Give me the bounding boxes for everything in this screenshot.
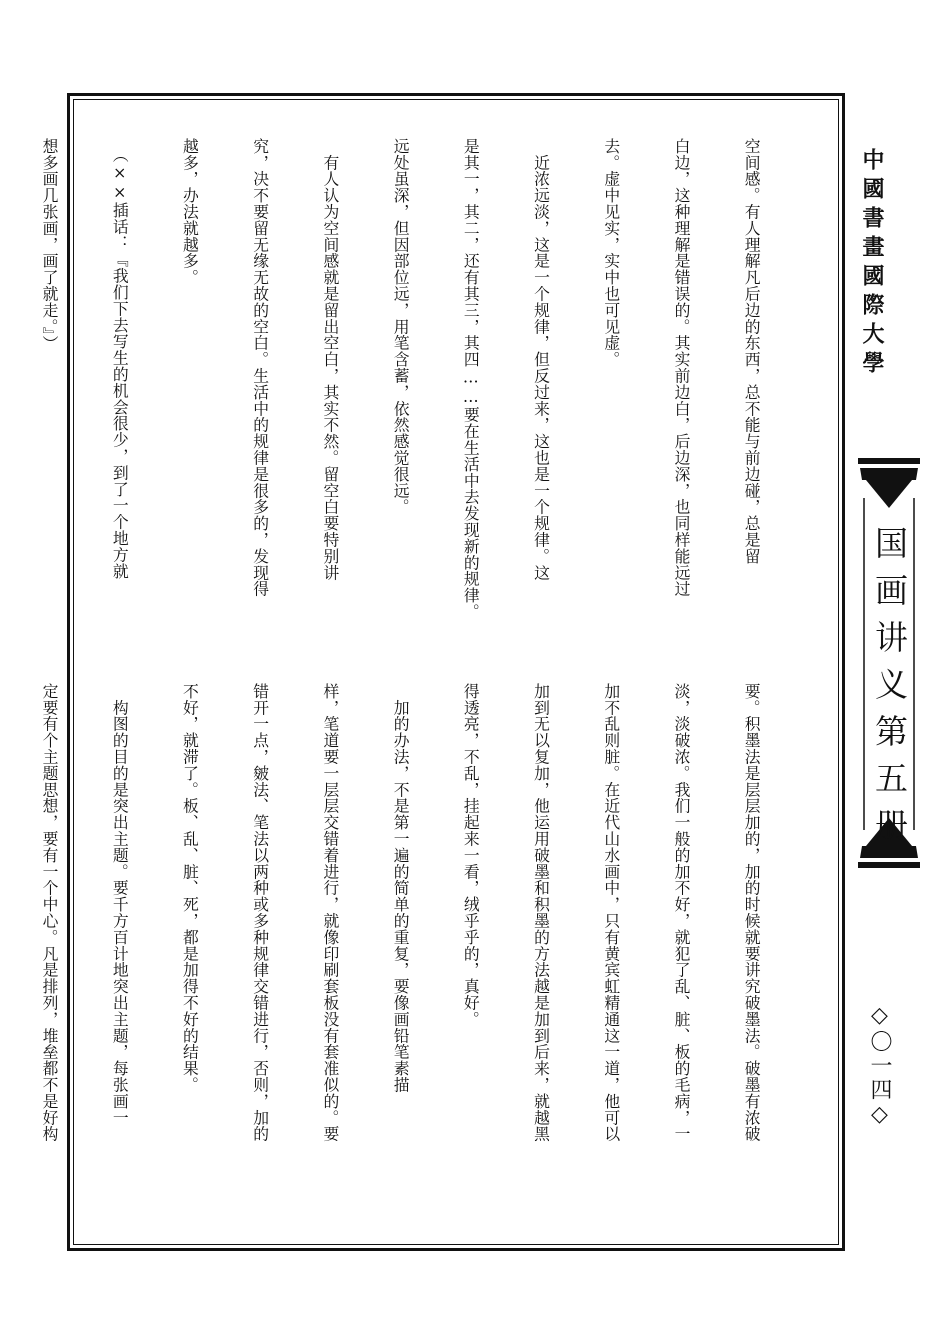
text-column: 想多画几张画，画了就走。』）	[40, 138, 59, 352]
text-column: 究，决不要留无缘无故的空白。生活中的规律是很多的，发现得	[250, 138, 270, 598]
text-column: （××插话：『我们下去写生的机会很少，到了一个地方就	[110, 138, 130, 580]
text-column: 定要有个主题思想，要有一个中心。凡是排列，堆垒都不是好构	[40, 683, 59, 1143]
lower-text-block	[40, 683, 810, 1238]
upper-text-block	[40, 138, 810, 673]
text-column: 要。积墨法是层层加的，加的时候就要讲究破墨法。破墨有浓破	[742, 683, 762, 1143]
text-column: 去。虚中见实，实中也可见虚。	[601, 138, 621, 368]
text-column: 构图的目的是突出主题。要千方百计地突出主题，每张画一	[110, 683, 130, 1126]
book-title-cartouche	[856, 458, 922, 868]
text-column: 不好，就滞了。板、乱、脏、死，都是加得不好的结果。	[180, 683, 200, 1093]
text-column: 白边，这种理解是错误的。其实前边白，后边深，也同样能远过	[671, 138, 691, 598]
text-column: 得透亮，不乱，挂起来一看，绒乎乎的，真好。	[461, 683, 481, 1028]
text-column: 加不乱则脏。在近代山水画中，只有黄宾虹精通这一道，他可以	[601, 683, 621, 1143]
book-title: 国画讲义第五册	[870, 526, 909, 855]
text-column: 加的办法，不是第一遍的简单的重复，要像画铅笔素描	[391, 683, 411, 1093]
text-column: 有人认为空间感就是留出空白，其实不然。留空白要特别讲	[320, 138, 340, 581]
text-column: 近浓远淡，这是一个规律，但反过来，这也是一个规律。这	[531, 138, 551, 581]
text-column: 远处虽深，但因部位远，用笔含蓄，依然感觉很远。	[391, 138, 411, 516]
text-column: 样，笔道要一层层交错着进行，就像印刷套板没有套准似的。要	[320, 683, 340, 1143]
text-column: 空间感。有人理解凡后边的东西，总不能与前边碰，总是留	[742, 138, 762, 565]
publisher-name: 中國書畫國際大學	[859, 148, 884, 380]
page-number: ◇〇一四◇	[867, 1003, 892, 1129]
text-column: 是其一，其二，还有其三，其四……要在生活中去发现新的规律。	[461, 138, 481, 620]
text-column: 加到无以复加，他运用破墨和积墨的方法越是加到后来，就越黑	[531, 683, 551, 1143]
text-column: 淡，淡破浓。我们一般的加不好，就犯了乱、脏、板的毛病，一	[671, 683, 691, 1143]
text-column: 越多，办法就越多。	[180, 138, 200, 286]
text-column: 错开一点，皴法、笔法以两种或多种规律交错进行，否则，加的	[250, 683, 270, 1143]
